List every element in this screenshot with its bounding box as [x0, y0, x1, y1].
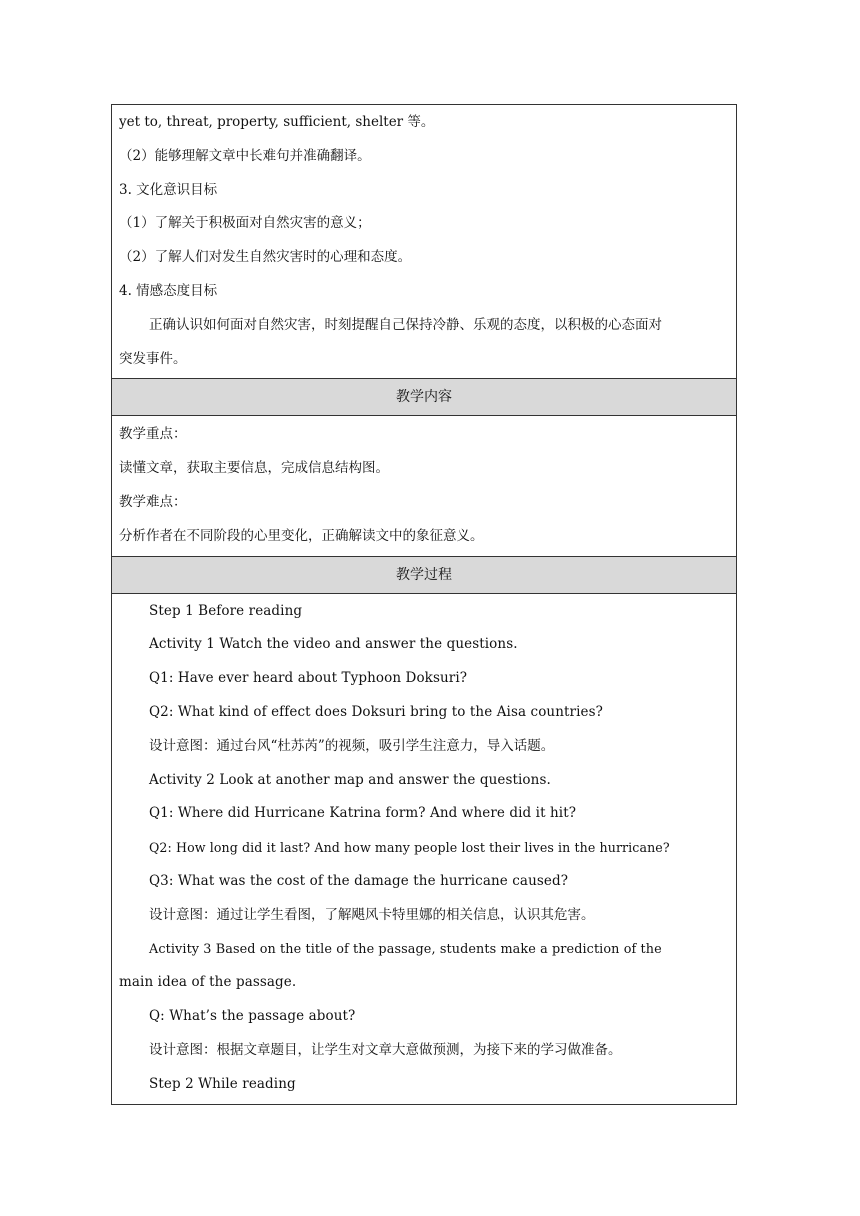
text-line: 3. 文化意识目标 — [119, 181, 218, 198]
text-line: Q3: What was the cost of the damage the hurricane caused? — [149, 872, 569, 889]
paragraph-line: 突发事件。 — [119, 350, 187, 367]
process-section — [112, 594, 736, 1104]
text-line: Q1: Where did Hurricane Katrina form? And where did it hit? — [149, 805, 577, 822]
text-line: Activity 1 Watch the video and answer the questions. — [149, 636, 518, 653]
paragraph-line: Activity 3 Based on the title of the passage, students make a prediction of the — [149, 941, 662, 957]
paragraph-line: main idea of the passage. — [119, 974, 297, 991]
text-line: Q1: Have ever heard about Typhoon Doksuri? — [149, 670, 468, 687]
content-section — [112, 416, 736, 555]
text-line: Activity 2 Look at another map and answer the questions. — [149, 771, 551, 788]
text-line: Q2: What kind of effect does Doksuri bring to the Aisa countries? — [149, 703, 603, 720]
text-line: 设计意图：根据文章题目，让学生对文章大意做预测，为接下来的学习做准备。 — [149, 1041, 622, 1058]
text-line: 设计意图：通过台风“杜苏芮”的视频，吸引学生注意力，导入话题。 — [149, 737, 555, 754]
lesson-plan-table — [111, 104, 737, 1105]
text-line: 教学重点： — [119, 426, 187, 443]
text-line: 分析作者在不同阶段的心里变化，正确解读文中的象征意义。 — [119, 527, 484, 544]
text-line: 教学难点： — [119, 493, 187, 510]
text-line: 设计意图：通过让学生看图，了解飓风卡特里娜的相关信息，认识其危害。 — [149, 906, 595, 923]
text-line: yet to, threat, property, sufficient, shelter 等。 — [119, 114, 435, 130]
section-header-process: 教学过程 — [112, 556, 736, 594]
section-header-content: 教学内容 — [112, 378, 736, 416]
text-line: Q: What’s the passage about? — [149, 1008, 356, 1025]
objectives-section — [112, 105, 736, 378]
text-line: （2）能够理解文章中长难句并准确翻译。 — [119, 147, 371, 164]
text-line: 4. 情感态度目标 — [119, 282, 218, 299]
text-line: Step 2 While reading — [149, 1075, 296, 1092]
text-line: Q2: How long did it last? And how many people lost their lives in the hurricane? — [149, 840, 670, 856]
text-line: Step 1 Before reading — [149, 602, 303, 619]
text-line: 读懂文章，获取主要信息，完成信息结构图。 — [119, 460, 389, 477]
text-line: （1）了解关于积极面对自然灾害的意义； — [119, 215, 371, 232]
paragraph-line: 正确认识如何面对自然灾害，时刻提醒自己保持冷静、乐观的态度，以积极的心态面对 — [149, 316, 662, 333]
text-line: （2）了解人们对发生自然灾害时的心理和态度。 — [119, 249, 412, 266]
